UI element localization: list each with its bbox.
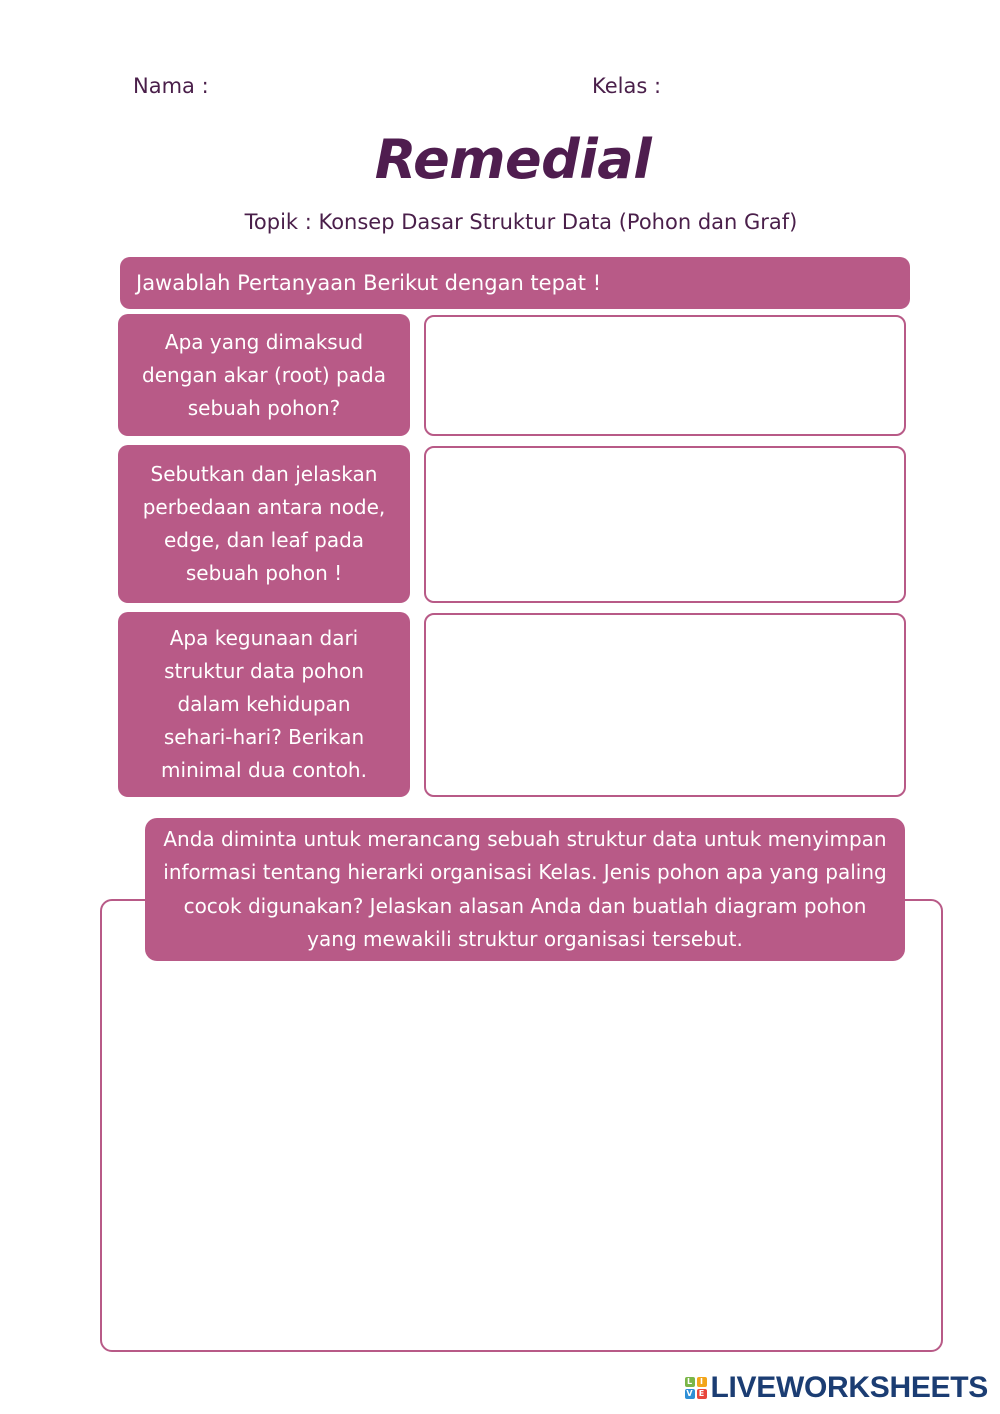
class-label: Kelas : (592, 74, 662, 98)
answer-box-4[interactable] (100, 899, 943, 1352)
question-1 (118, 314, 410, 436)
question-1-text: Apa yang dimaksud dengan akar (root) pada sebuah pohon? (142, 329, 386, 420)
brand-name: LIVEWORKSHEETS (710, 1371, 988, 1404)
answer-box-1[interactable] (424, 315, 906, 436)
task-prompt-text: Anda diminta untuk merancang sebuah struktur data untuk menyimpan informasi tentang hierarki organisasi Kelas. Jenis pohon apa yang paling cocok digunakan? Jelaskan alasan Anda dan buatlah diagram pohon yang mewakili struktur organisasi tersebut. (163, 826, 887, 951)
question-3 (118, 612, 410, 797)
topic-subtitle: Topik : Konsep Dasar Struktur Data (Pohon dan Graf) (244, 210, 798, 234)
logo-letter-i: I (697, 1377, 707, 1387)
logo-letter-v: V (686, 1389, 693, 1398)
question-2-text: Sebutkan dan jelaskan perbedaan antara node, edge, dan leaf pada sebuah pohon ! (142, 462, 386, 585)
liveworksheets-logo-icon (685, 1377, 707, 1399)
name-label: Nama : (133, 74, 209, 98)
answer-box-3[interactable] (424, 613, 906, 797)
instruction-banner: Jawablah Pertanyaan Berikut dengan tepat ! (120, 257, 910, 309)
answer-box-2[interactable] (424, 446, 906, 603)
logo-letter-e: E (697, 1389, 707, 1399)
task-prompt (145, 818, 905, 961)
question-3-text: Apa kegunaan dari struktur data pohon dalam kehidupan sehari-hari? Berikan minimal dua contoh. (161, 626, 367, 782)
page-title: Remedial (374, 128, 652, 191)
logo-letter-l: L (685, 1377, 695, 1387)
question-2 (118, 445, 410, 603)
liveworksheets-brand (685, 1370, 989, 1406)
